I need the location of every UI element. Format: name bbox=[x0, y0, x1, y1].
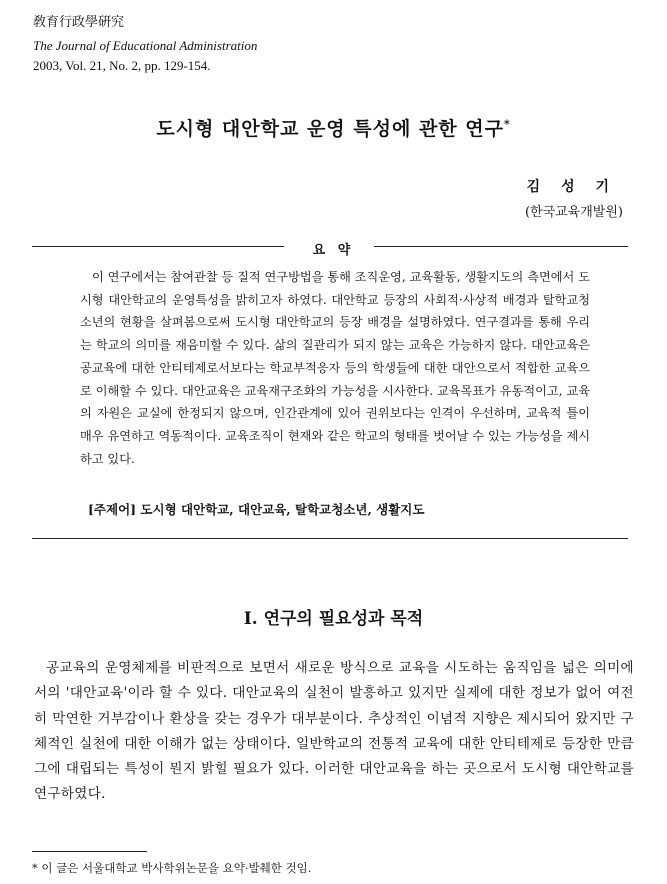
author-affiliation: (한국교육개발원) bbox=[524, 205, 623, 220]
author-name: 김 성 기 bbox=[526, 179, 617, 195]
journal-citation: 2003, Vol. 21, No. 2, pp. 129-154. bbox=[33, 58, 211, 73]
footnote-rule bbox=[32, 851, 147, 852]
footnote-mark: * bbox=[32, 861, 38, 875]
journal-korean-title: 敎育行政學硏究 bbox=[33, 14, 125, 29]
abstract-body: 이 연구에서는 참여관찰 등 질적 연구방법을 통해 조직운영, 교육활동, 생활지도의 측면에서 도시형 대안학교의 운영특성을 밝히고자 하였다. 대안학교 등장의 사회적·사상적 배경과 탈학교청소년의 현황을 살펴봄으로써 도시형 대안학교의 등장 배경을 설명하였다. 연구결과를 통해 우리는 학교의 의미를 재음미할 수 있다. 삶의 질관리가 되지 않는 교육은 가능하지 않다. 대안교육은 공교육에 대한 안티테제로서보다는 학교부적응자 등의 학생들에 대한 대안으로서 적합한 교육으로 이해할 수 있다. 대안교육은 교육재구조화의 가능성을 시사한다. 교육목표가 유동적이고, 교육의 자원은 교실에 한정되지 않으며, 인간관계에 있어 권위보다는 인격이 우선하며, 교육적 틀이 매우 유연하고 역동적이다. 교육조직이 현재와 같은 학교의 형태를 벗어날 수 있는 가능성을 제시하고 있다. bbox=[80, 270, 590, 466]
keywords-label: [주제어] bbox=[88, 502, 137, 517]
footnote bbox=[32, 860, 311, 876]
keywords-text: 도시형 대안학교, 대안교육, 탈학교청소년, 생활지도 bbox=[140, 502, 425, 517]
abstract-rule-right bbox=[374, 246, 628, 247]
section-heading: I. 연구의 필요성과 목적 bbox=[243, 609, 424, 629]
abstract-end-rule bbox=[32, 538, 628, 539]
paper-title-text: 도시형 대안학교 운영 특성에 관한 연구 bbox=[156, 118, 504, 140]
footnote-text: 이 글은 서울대학교 박사학위논문을 요약·발췌한 것임. bbox=[41, 861, 312, 875]
title-footnote-mark: * bbox=[503, 117, 511, 131]
paper-title bbox=[0, 114, 667, 141]
journal-english-title: The Journal of Educational Administration bbox=[33, 38, 258, 53]
abstract-heading: 요 약 bbox=[312, 243, 355, 258]
keywords-line bbox=[88, 500, 424, 518]
body-paragraph: 공교육의 운영체제를 비판적으로 보면서 새로운 방식으로 교육을 시도하는 움직임을 넓은 의미에서의 '대안교육'이라 할 수 있다. 대안교육의 실천이 발흥하고 있지만 실제에 대한 정보가 없어 여전히 막연한 거부감이나 환상을 갖는 경우가 대부분이다. 추상적인 이념적 지향은 제시되어 왔지만 구체적인 실천에 대한 이해가 없는 상태이다. 일반학교의 전통적 교육에 대한 안티테제로 등장한 만큼 그에 대립되는 특성이 뭔지 밝힐 필요가 있다. 이러한 대안교육을 하는 곳으로서 도시형 대안학교를 연구하였다. bbox=[34, 660, 634, 803]
